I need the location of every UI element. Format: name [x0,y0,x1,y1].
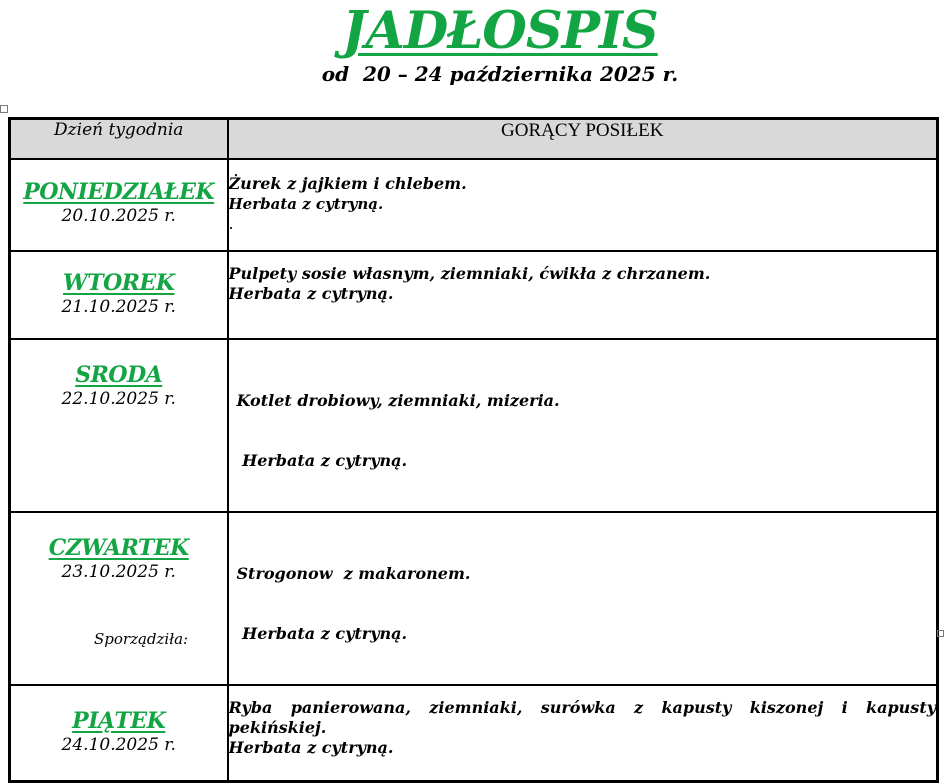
table-row [10,512,938,685]
day-name: CZWARTEK [48,535,189,561]
day-name: PONIEDZIAŁEK [23,179,215,205]
meal-cell [228,251,938,339]
day-cell [10,512,228,685]
meal-cell [228,512,938,685]
meal-line: Herbata z cytryną. [228,284,394,303]
meal-line: Kotlet drobiowy, ziemniaki, mizeria. [236,391,560,410]
date-range: od 20 – 24 października 2025 r. [321,62,679,86]
day-column-header: Dzień tygodnia [10,119,228,160]
day-name: PIĄTEK [72,708,166,734]
meal-cell [228,685,938,781]
meal-line: Ryba panierowana, ziemniaki, surówka z kapusty kiszonej i kapusty pekińskiej. [228,698,936,737]
meal-line: Żurek z jajkiem i chlebem. [228,174,467,193]
day-date: 21.10.2025 r. [61,297,176,317]
meal-line: Herbata z cytryną. [236,624,408,643]
table-row [10,339,938,512]
table-move-handle-icon[interactable] [0,105,8,113]
day-cell [10,159,228,251]
meal-cell [228,159,938,251]
meal-line: Herbata z cytryną. [228,195,384,213]
day-cell [10,251,228,339]
table-row [10,251,938,339]
table-row [10,159,938,251]
page-title: JADŁOSPIS [342,1,658,61]
table-resize-handle-icon[interactable] [937,630,944,637]
meal-line: Herbata z cytryną. [228,738,394,757]
prepared-by-label: Sporządziła: [94,630,189,648]
day-date: 23.10.2025 r. [61,562,176,582]
day-name: WTOREK [63,270,175,296]
meal-line: Pulpety sosie własnym, ziemniaki, ćwikła z chrzanem. [228,264,711,283]
meal-line: Herbata z cytryną. [236,451,408,470]
menu-table [8,117,939,783]
meal-column-header: GORĄCY POSIŁEK [228,119,938,160]
day-date: 24.10.2025 r. [61,735,176,755]
day-date: 20.10.2025 r. [61,206,176,226]
meal-line: . [228,214,234,233]
meal-cell [228,339,938,512]
day-cell [10,685,228,781]
table-row [10,685,938,781]
table-header-row [10,119,938,160]
meal-line: Strogonow z makaronem. [236,564,471,583]
day-cell [10,339,228,512]
day-name: SRODA [75,362,163,388]
day-date: 22.10.2025 r. [61,389,176,409]
